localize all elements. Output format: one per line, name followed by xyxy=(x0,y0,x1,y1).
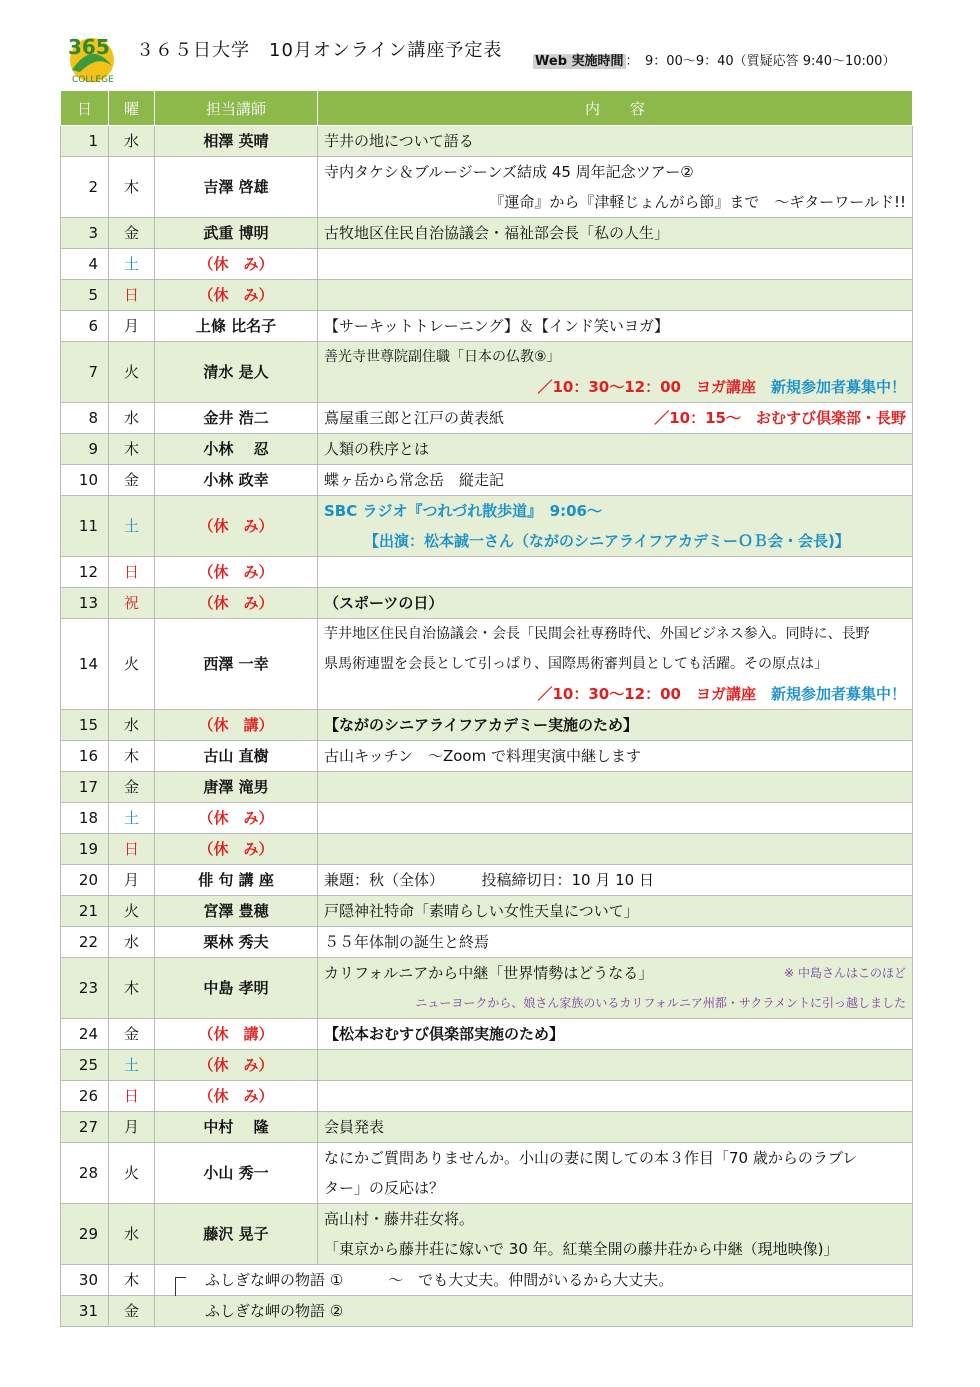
table-row xyxy=(61,311,913,342)
row-teacher: （休 み） xyxy=(155,834,318,865)
row-day: 26 xyxy=(61,1081,109,1112)
row-teacher: （休 講） xyxy=(155,710,318,741)
table-row xyxy=(61,865,913,896)
row-teacher: 上條 比名子 xyxy=(155,311,318,342)
row-content xyxy=(318,772,913,803)
table-row xyxy=(61,1265,913,1296)
row-content xyxy=(318,280,913,311)
row-day: 12 xyxy=(61,557,109,588)
row-day: 24 xyxy=(61,1019,109,1050)
row-day: 25 xyxy=(61,1050,109,1081)
row-day: 2 xyxy=(61,157,109,218)
row-weekday: 水 xyxy=(109,927,155,958)
web-time-label: Web 実施時間 xyxy=(535,54,624,69)
row-weekday: 木 xyxy=(109,434,155,465)
row-content xyxy=(318,803,913,834)
content-line: （スポーツの日） xyxy=(324,594,444,612)
row-day: 20 xyxy=(61,865,109,896)
row-day: 8 xyxy=(61,403,109,434)
yoga-time: ／10：30～12：00 ヨガ講座 xyxy=(537,378,756,396)
table-row xyxy=(61,588,913,619)
content-line: 芋井地区住民自治協議会・会長「民間会社専務時代、外国ビジネス参入。同時に、長野 xyxy=(324,626,870,642)
row-day: 16 xyxy=(61,741,109,772)
table-row xyxy=(61,772,913,803)
content-line: 人類の秩序とは xyxy=(324,440,430,458)
row-weekday: 火 xyxy=(109,619,155,710)
schedule-table xyxy=(60,90,913,1327)
row-weekday: 土 xyxy=(109,249,155,280)
table-row xyxy=(61,1050,913,1081)
row-weekday: 金 xyxy=(109,772,155,803)
row-content xyxy=(155,1296,913,1327)
row-teacher: 宮澤 豊穂 xyxy=(155,896,318,927)
row-day: 29 xyxy=(61,1204,109,1265)
svg-text:COLLEGE: COLLEGE xyxy=(72,75,114,85)
table-row xyxy=(61,1081,913,1112)
row-weekday: 火 xyxy=(109,342,155,403)
omusubi-note: ／10：15～ おむすび倶楽部・長野 xyxy=(654,409,906,427)
row-teacher: 栗林 秀夫 xyxy=(155,927,318,958)
content-line: 会員発表 xyxy=(324,1118,385,1136)
row-weekday: 日 xyxy=(109,834,155,865)
table-row xyxy=(61,1112,913,1143)
row-day: 22 xyxy=(61,927,109,958)
content-line: 兼題：秋（全体） 投稿締切日：10 月 10 日 xyxy=(324,871,654,889)
schedule-body xyxy=(61,126,913,1327)
content-line: 古牧地区住民自治協議会・福祉部会長「私の人生」 xyxy=(324,224,670,242)
content-line: ふしぎな岬の物語 ① ～ でも大丈夫。仲間がいるから大丈夫。 xyxy=(205,1271,674,1289)
row-weekday: 土 xyxy=(109,496,155,557)
col-content: 内 容 xyxy=(318,91,913,126)
row-weekday: 金 xyxy=(109,1296,155,1327)
table-row xyxy=(61,280,913,311)
content-line: 『運命』から『津軽じょんがら節』まで ～ギターワールド!! xyxy=(489,193,906,211)
row-teacher: 金井 浩二 xyxy=(155,403,318,434)
row-content xyxy=(318,403,913,434)
row-content xyxy=(318,865,913,896)
svg-text:365: 365 xyxy=(68,35,110,59)
row-content xyxy=(318,218,913,249)
table-row xyxy=(61,958,913,1019)
row-content xyxy=(318,126,913,157)
row-teacher: （休 講） xyxy=(155,1019,318,1050)
table-row xyxy=(61,342,913,403)
table-header xyxy=(61,91,913,126)
row-teacher: 藤沢 晃子 xyxy=(155,1204,318,1265)
row-teacher: 古山 直樹 xyxy=(155,741,318,772)
table-row xyxy=(61,896,913,927)
row-teacher: 中村 隆 xyxy=(155,1112,318,1143)
content-line: 古山キッチン ～Zoom で料理実演中継します xyxy=(324,747,641,765)
content-text: 蔦屋重三郎と江戸の黄表紙 xyxy=(324,409,505,427)
row-teacher: （休 み） xyxy=(155,280,318,311)
row-content xyxy=(318,896,913,927)
row-content xyxy=(318,465,913,496)
row-teacher: （休 み） xyxy=(155,588,318,619)
row-weekday: 金 xyxy=(109,465,155,496)
row-day: 11 xyxy=(61,496,109,557)
row-weekday: 月 xyxy=(109,865,155,896)
row-day: 23 xyxy=(61,958,109,1019)
table-row xyxy=(61,834,913,865)
table-row xyxy=(61,1204,913,1265)
row-day: 3 xyxy=(61,218,109,249)
row-weekday: 火 xyxy=(109,1143,155,1204)
row-weekday: 水 xyxy=(109,710,155,741)
row-day: 21 xyxy=(61,896,109,927)
table-row xyxy=(61,619,913,710)
row-weekday: 水 xyxy=(109,126,155,157)
table-row xyxy=(61,465,913,496)
table-row xyxy=(61,927,913,958)
row-teacher: 唐澤 滝男 xyxy=(155,772,318,803)
row-day: 13 xyxy=(61,588,109,619)
row-teacher: （休 み） xyxy=(155,803,318,834)
row-teacher: （休 み） xyxy=(155,496,318,557)
row-day: 28 xyxy=(61,1143,109,1204)
content-line xyxy=(324,958,906,988)
recruit-note: 新規参加者募集中！ xyxy=(770,378,906,396)
table-row xyxy=(61,1143,913,1204)
row-day: 5 xyxy=(61,280,109,311)
content-line: 県馬術連盟を会長として引っぱり、国際馬術審判員としても活躍。その原点は」 xyxy=(324,656,828,672)
row-content xyxy=(155,1265,913,1296)
content-line: ふしぎな岬の物語 ② xyxy=(205,1302,344,1320)
row-content xyxy=(318,1019,913,1050)
row-weekday: 日 xyxy=(109,280,155,311)
row-content xyxy=(318,557,913,588)
web-time-value: ： 9：00～9：40（質疑応答 9:40～10:00） xyxy=(625,54,896,69)
content-line: 蝶ヶ岳から常念岳 縦走記 xyxy=(324,471,505,489)
row-weekday: 月 xyxy=(109,1112,155,1143)
table-row xyxy=(61,218,913,249)
web-time-info xyxy=(533,50,895,69)
row-content xyxy=(318,1050,913,1081)
table-row xyxy=(61,710,913,741)
table-row xyxy=(61,157,913,218)
row-day: 6 xyxy=(61,311,109,342)
row-day: 10 xyxy=(61,465,109,496)
table-row xyxy=(61,1019,913,1050)
row-weekday: 金 xyxy=(109,218,155,249)
table-row xyxy=(61,496,913,557)
col-dow: 曜 xyxy=(109,91,155,126)
row-weekday: 水 xyxy=(109,1204,155,1265)
row-content xyxy=(318,434,913,465)
row-content xyxy=(318,311,913,342)
note-mark: ※ 中島さんはこのほど xyxy=(784,966,906,980)
content-line: 高山村・藤井荘女将。 xyxy=(324,1210,475,1228)
row-content xyxy=(318,619,913,710)
col-day: 日 xyxy=(61,91,109,126)
row-teacher: 中島 孝明 xyxy=(155,958,318,1019)
row-content xyxy=(318,496,913,557)
row-content xyxy=(318,1081,913,1112)
row-day: 7 xyxy=(61,342,109,403)
recruit-note: 新規参加者募集中！ xyxy=(770,685,906,703)
table-row xyxy=(61,434,913,465)
row-content xyxy=(318,157,913,218)
content-line: なにかご質問ありませんか。小山の妻に関しての本３作目「70 歳からのラブレ xyxy=(324,1149,858,1167)
content-line: ター」の反応は？ xyxy=(324,1179,445,1197)
content-line: 【松本おむすび倶楽部実施のため】 xyxy=(324,1025,565,1043)
row-teacher: （休 み） xyxy=(155,249,318,280)
row-weekday: 祝 xyxy=(109,588,155,619)
content-line: 戸隠神社特命「素晴らしい女性天皇について」 xyxy=(324,902,639,920)
row-content xyxy=(318,958,913,1019)
table-row xyxy=(61,1296,913,1327)
row-teacher: 俳 句 講 座 xyxy=(155,865,318,896)
page-title: ３６５日大学 10月オンライン講座予定表 xyxy=(136,40,503,61)
row-content xyxy=(318,834,913,865)
row-day: 19 xyxy=(61,834,109,865)
row-day: 30 xyxy=(61,1265,109,1296)
row-day: 15 xyxy=(61,710,109,741)
content-line xyxy=(324,403,906,433)
row-content xyxy=(318,249,913,280)
table-row xyxy=(61,126,913,157)
row-teacher: （休 み） xyxy=(155,1081,318,1112)
content-line: 【ながのシニアライフアカデミー実施のため】 xyxy=(324,716,638,734)
row-day: 9 xyxy=(61,434,109,465)
row-teacher: 清水 是人 xyxy=(155,342,318,403)
row-teacher: （休 み） xyxy=(155,1050,318,1081)
row-day: 14 xyxy=(61,619,109,710)
table-row xyxy=(61,741,913,772)
row-content xyxy=(318,342,913,403)
row-content xyxy=(318,710,913,741)
yoga-time: ／10：30～12：00 ヨガ講座 xyxy=(537,685,756,703)
row-day: 18 xyxy=(61,803,109,834)
row-teacher: 相澤 英晴 xyxy=(155,126,318,157)
content-line: ５５年体制の誕生と終焉 xyxy=(324,933,490,951)
row-day: 27 xyxy=(61,1112,109,1143)
row-teacher: 武重 博明 xyxy=(155,218,318,249)
row-teacher: 吉澤 啓雄 xyxy=(155,157,318,218)
table-row xyxy=(61,557,913,588)
row-day: 17 xyxy=(61,772,109,803)
row-teacher: 小山 秀一 xyxy=(155,1143,318,1204)
row-teacher: 西澤 一幸 xyxy=(155,619,318,710)
row-content xyxy=(318,927,913,958)
table-row xyxy=(61,249,913,280)
row-content xyxy=(318,1204,913,1265)
row-day: 31 xyxy=(61,1296,109,1327)
col-teacher: 担当講師 xyxy=(155,91,318,126)
row-content xyxy=(318,1112,913,1143)
college-logo xyxy=(62,30,120,88)
row-weekday: 月 xyxy=(109,311,155,342)
content-line: 「東京から藤井荘に嫁いで 30 年。紅葉全開の藤井荘から中継（現地映像)」 xyxy=(324,1240,839,1258)
row-day: 1 xyxy=(61,126,109,157)
row-weekday: 火 xyxy=(109,896,155,927)
row-weekday: 日 xyxy=(109,1081,155,1112)
radio-guest: 【出演：松本誠一さん（ながのシニアライフアカデミーＯＢ会・会長)】 xyxy=(364,532,850,550)
content-extra xyxy=(324,679,906,709)
row-weekday: 水 xyxy=(109,403,155,434)
content-text: カリフォルニアから中継「世界情勢はどうなる」 xyxy=(324,964,654,982)
row-weekday: 木 xyxy=(109,958,155,1019)
row-weekday: 木 xyxy=(109,157,155,218)
row-teacher: 小林 忍 xyxy=(155,434,318,465)
content-line: 【サーキットトレーニング】＆【インド笑いヨガ】 xyxy=(324,317,670,335)
table-row xyxy=(61,803,913,834)
row-teacher: （休 み） xyxy=(155,557,318,588)
row-day: 4 xyxy=(61,249,109,280)
row-weekday: 金 xyxy=(109,1019,155,1050)
table-row xyxy=(61,403,913,434)
row-content xyxy=(318,1143,913,1204)
content-line: 芋井の地について語る xyxy=(324,132,474,150)
content-extra xyxy=(324,372,906,402)
row-weekday: 土 xyxy=(109,1050,155,1081)
content-line: 寺内タケシ＆ブルージーンズ結成 45 周年記念ツアー② xyxy=(324,163,694,181)
row-weekday: 木 xyxy=(109,1265,155,1296)
radio-line: SBC ラジオ『つれづれ散歩道』 9:06～ xyxy=(324,502,602,520)
row-content xyxy=(318,741,913,772)
row-teacher: 小林 政幸 xyxy=(155,465,318,496)
content-line: 善光寺世尊院副住職「日本の仏教⑨」 xyxy=(324,349,561,365)
note-line: ニューヨークから、娘さん家族のいるカリフォルニア州都・サクラメントに引っ越しました xyxy=(415,996,906,1010)
row-content xyxy=(318,588,913,619)
row-weekday: 日 xyxy=(109,557,155,588)
row-weekday: 木 xyxy=(109,741,155,772)
row-weekday: 土 xyxy=(109,803,155,834)
